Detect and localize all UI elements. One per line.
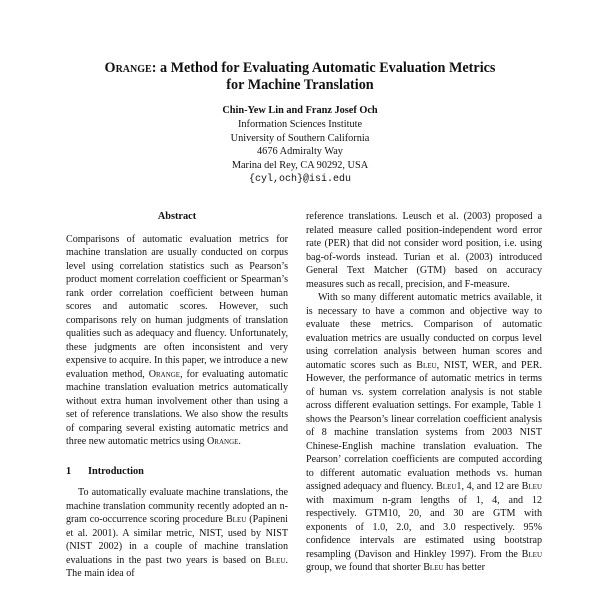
section-number: 1 [66, 465, 72, 477]
address-street: 4676 Admiralty Way [257, 146, 343, 158]
abstract-heading: Abstract [157, 211, 197, 222]
address-city: Marina del Rey, CA 90292, USA [231, 160, 369, 172]
author-block [100, 104, 500, 187]
affiliation-university: University of Southern California [230, 132, 370, 144]
right-paragraph-2: With so many different automatic metrics available, it is necessary to have a common and objective way to evaluate these metrics. Comparison of automatic evaluation metrics are usually conducted on corpus level using correlation analysis between human scores and automatic scores such as Bleu, NIST, WER, and PER. However, the performance of automatic metrics in terms of human vs. system correlation analysis is not stable across different evaluation settings. For example, Table 1 shows the Pearson’s linear correlation coefficient analysis of 8 machine translation systems from 2003 NIST Chinese-English machine translation evaluation. The Pearson’ correlation coefficients are computed according to different automatic evaluation methods vs. human assigned adequacy and fluency. Bleu1, 4, and 12 are Bleu with maximum n-gram lengths of 1, 4, and 12 respectively. GTM10, 20, and 30 are GTM with exponents of 1.0, 2.0, and 3.0 respectively. 95% confidence intervals are estimated using bootstrap resampling (Davison and Hinkley 1997). From the Bleu group, we found that shorter Bleu has better [306, 292, 543, 573]
title-line-2: for Machine Translation [226, 77, 374, 93]
affiliation-institute: Information Sciences Institute [237, 118, 363, 130]
section-heading-introduction [66, 465, 288, 479]
paper-title [60, 60, 540, 94]
author-names: Chin-Yew Lin and Franz Josef Och [222, 105, 378, 116]
left-column [66, 210, 288, 581]
title-text: : a Method for Evaluating Automatic Evaluation Metrics [151, 60, 496, 76]
right-column [306, 210, 542, 575]
right-paragraph-1: reference translations. Leusch et al. (2003) proposed a related measure called position-independent word error rate (PER) that did not consider word position, i.e. using bag-of-words instead. Turian et al. (2003) introduced General Text Matcher (GTM) based on accuracy measures such as recall, precision, and F-measure. [306, 211, 542, 290]
author-email: {cyl,och}@isi.edu [248, 173, 352, 185]
abstract-text: Comparisons of automatic evaluation metrics for machine translation are usually conducted on corpus level using correlation statistics such as Pearson’s product moment correlation coefficient or Spearman’s rank order correlation coefficient between human scores and automatic scores. However, such comparisons rely on human judgments of translation qualities such as adequacy and fluency. Unfortunately, these judgments are often inconsistent and very expensive to acquire. In this paper, we introduce a new evaluation method, Orange, for evaluating automatic machine translation evaluation metrics automatically without extra human involvement other than using a set of reference translations. We also show the results of comparing several existing automatic metrics and three new automatic metrics using Orange. [66, 233, 288, 447]
section-title: Introduction [88, 465, 144, 477]
title-method-name: Orange [104, 60, 152, 76]
introduction-paragraph: To automatically evaluate machine translations, the machine translation community recently adopted an n-gram co-occurrence scoring procedure Bleu (Papineni et al. 2001). A similar metric, NIST, used by NIST (NIST 2002) in a couple of machine translation evaluations in the past two years is based on Bleu. The main idea of [66, 487, 288, 579]
